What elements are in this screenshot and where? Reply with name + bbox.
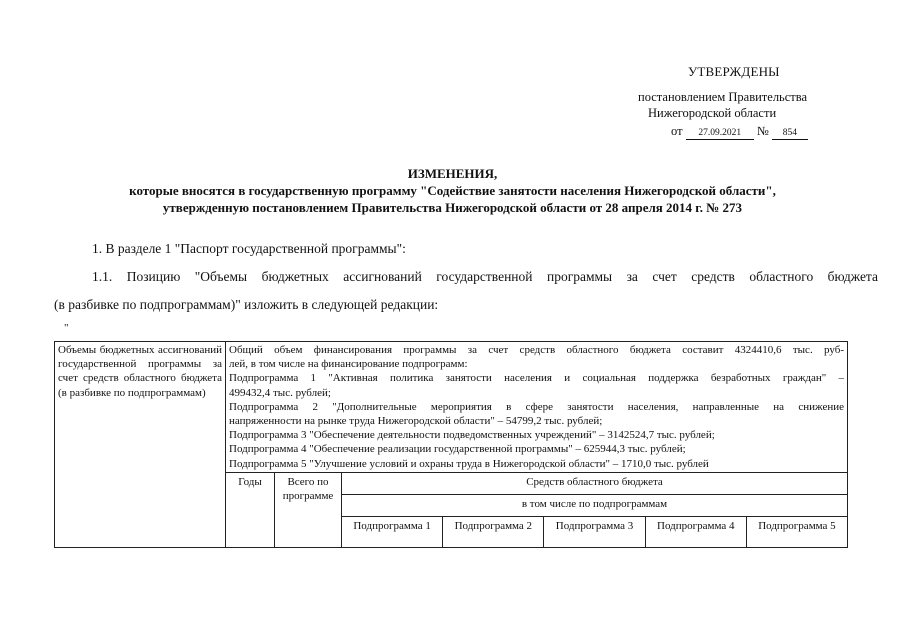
approval-line-2: Нижегородской области — [648, 106, 777, 120]
document-title: ИЗМЕНЕНИЯ, — [407, 166, 498, 181]
col-regional-budget-header: Средств областного бюджета — [342, 473, 848, 495]
description-line: Общий объем финансирования программы за счет средств областного бюджета составит 4324410,6 тыс. руб- — [229, 344, 844, 356]
description-line: Подпрограмма 5 "Улучшение условий и охраны труда в Нижегородской области" – 1710,0 тыс. рублей — [229, 457, 709, 470]
col-subprogram-2: Подпрограмма 2 — [443, 516, 544, 547]
col-subprogram-4: Подпрограмма 4 — [645, 516, 746, 547]
passport-table — [54, 341, 848, 548]
document-subtitle-2: утвержденную постановлением Правительства Нижегородской области от 28 апреля 2014 г. № 273 — [162, 200, 743, 215]
description-line: Подпрограмма 3 "Обеспечение деятельности подведомственных учреждений" – 3142524,7 тыс. рублей; — [229, 429, 715, 442]
item-1: 1. В разделе 1 "Паспорт государственной программы": — [92, 241, 406, 256]
approval-title: УТВЕРЖДЕНЫ — [688, 64, 780, 79]
position-name-cell: Объемы бюджетных ассигнований государственной программы за счет средств областного бюджета (в разбивке по подпрограммам) — [55, 342, 226, 548]
description-line: Подпрограмма 2 "Дополнительные мероприятия в сфере занятости населения, направленные на снижение — [229, 400, 844, 413]
description-line: 499432,4 тыс. рублей; — [229, 386, 331, 399]
document-subtitle-1: которые вносятся в государственную программу "Содействие занятости населения Нижегородской области", — [129, 183, 776, 198]
description-line: Подпрограмма 1 "Активная политика занятости населения и социальная поддержка безработных граждан" – — [229, 372, 844, 385]
approval-date-number-line — [671, 124, 808, 140]
breakdown-table — [226, 473, 847, 547]
opening-quote: " — [64, 322, 69, 334]
description-line: Подпрограмма 4 "Обеспечение реализации государственной программы" – 625944,3 тыс. рублей; — [229, 443, 686, 456]
breakdown-cell — [226, 472, 848, 547]
approval-date: 27.09.2021 — [686, 127, 754, 140]
approval-number: 854 — [772, 127, 808, 140]
description-line: лей, в том числе на финансирование подпрограмм: — [229, 358, 468, 371]
approval-line-1: постановлением Правительства — [638, 90, 808, 104]
col-subprogram-5: Подпрограмма 5 — [746, 516, 847, 547]
col-including-header: в том числе по подпрограммам — [342, 494, 848, 516]
description-line: напряженности на рынке труда Нижегородской области" – 54799,2 тыс. рублей; — [229, 415, 603, 428]
item-1-1-line-1: 1.1. Позицию "Объемы бюджетных ассигнований государственной программы за счет средств областного бюджета — [92, 269, 878, 284]
col-subprogram-1: Подпрограмма 1 — [342, 516, 443, 547]
from-label: от — [671, 124, 683, 138]
financing-description-cell — [226, 342, 848, 473]
col-subprogram-3: Подпрограмма 3 — [544, 516, 645, 547]
col-years-header: Годы — [226, 473, 275, 547]
col-total-header: Всего по программе — [275, 473, 342, 547]
item-1-1-line-2: (в разбивке по подпрограммам)" изложить в следующей редакции: — [54, 297, 439, 312]
number-label: № — [756, 124, 769, 138]
